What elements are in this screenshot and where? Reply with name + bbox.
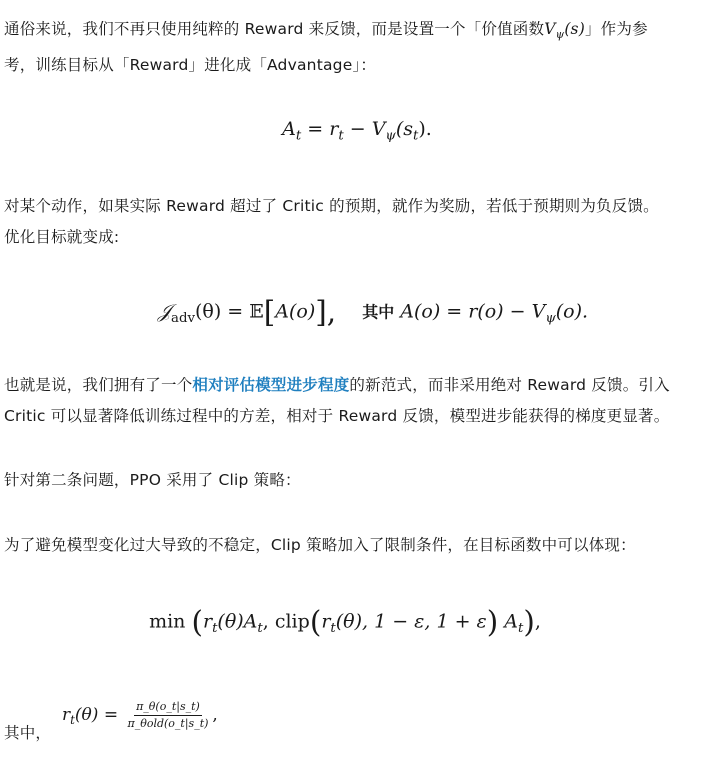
paragraph-clip-intro: 针对第二条问题，PPO 采用了 Clip 策略： bbox=[4, 471, 301, 489]
relative-evaluation-link[interactable]: 相对评估模型进步程度 bbox=[192, 376, 350, 394]
paragraph-clip-constraint: 为了避免模型变化过大导致的不稳定，Clip 策略加入了限制条件，在目标函数中可以体现： bbox=[4, 536, 636, 554]
probability-ratio-fraction bbox=[125, 700, 210, 731]
paragraph-relative-evaluation: 也就是说，我们拥有了一个相对评估模型进步程度的新范式，而非采用绝对 Reward 反馈。引入 Critic 可以显著降低训练过程中的方差，相对于 Reward 反馈，模型进步能获得的梯度更显著。 bbox=[4, 376, 670, 425]
equation-clip-objective: $\min (r_t(\theta)A_t$, $clip(r_t(\theta)$, 1 − ε, 1 + ε) $A_t$), bbox=[149, 605, 541, 639]
value-function-symbol: $V_\psi(s)$ bbox=[544, 20, 585, 41]
equation-ratio: $r_t(\theta)$ = $\frac{\pi\_\theta(o\_t|s\_t)}{\text{π\_θold(o\_t|s\_t)}}$ , bbox=[62, 700, 218, 730]
text-line: 通俗来说，我们不再只使用纯粹的 Reward 来反馈，而是设置一个「价值函数 bbox=[4, 20, 545, 38]
text-line: 优化目标就变成: bbox=[4, 228, 120, 246]
fraction-denominator: π_θold(o_t|s_t) bbox=[127, 717, 209, 730]
equation-advantage: $A_t = r_t - V_\psi(s_t)$. bbox=[282, 118, 432, 144]
text-line: Critic 可以显著降低训练过程中的方差，相对于 Reward 反馈，模型进步能获得的梯度更显著。 bbox=[4, 407, 670, 425]
fraction-numerator: π_θ(o_t|s_t) bbox=[134, 700, 202, 716]
paragraph-ratio-label: 其中， bbox=[4, 724, 52, 742]
text-line-tail: 」作为参 bbox=[584, 20, 648, 38]
text-line: 对某个动作，如果实际 Reward 超过了 Critic 的预期，就作为奖励，若低于预期则为负反馈。 bbox=[4, 197, 659, 215]
equation-objective: 𝒥$_{adv}$(θ) = 𝔼[A(o)], 其中 $A(o) = r(o) - V_\psi(o)$. bbox=[157, 295, 589, 329]
text-line: 考，训练目标从「Reward」进化成「Advantage」： bbox=[4, 55, 377, 74]
paragraph-critic bbox=[4, 191, 710, 253]
paragraph-value-function bbox=[4, 14, 710, 81]
